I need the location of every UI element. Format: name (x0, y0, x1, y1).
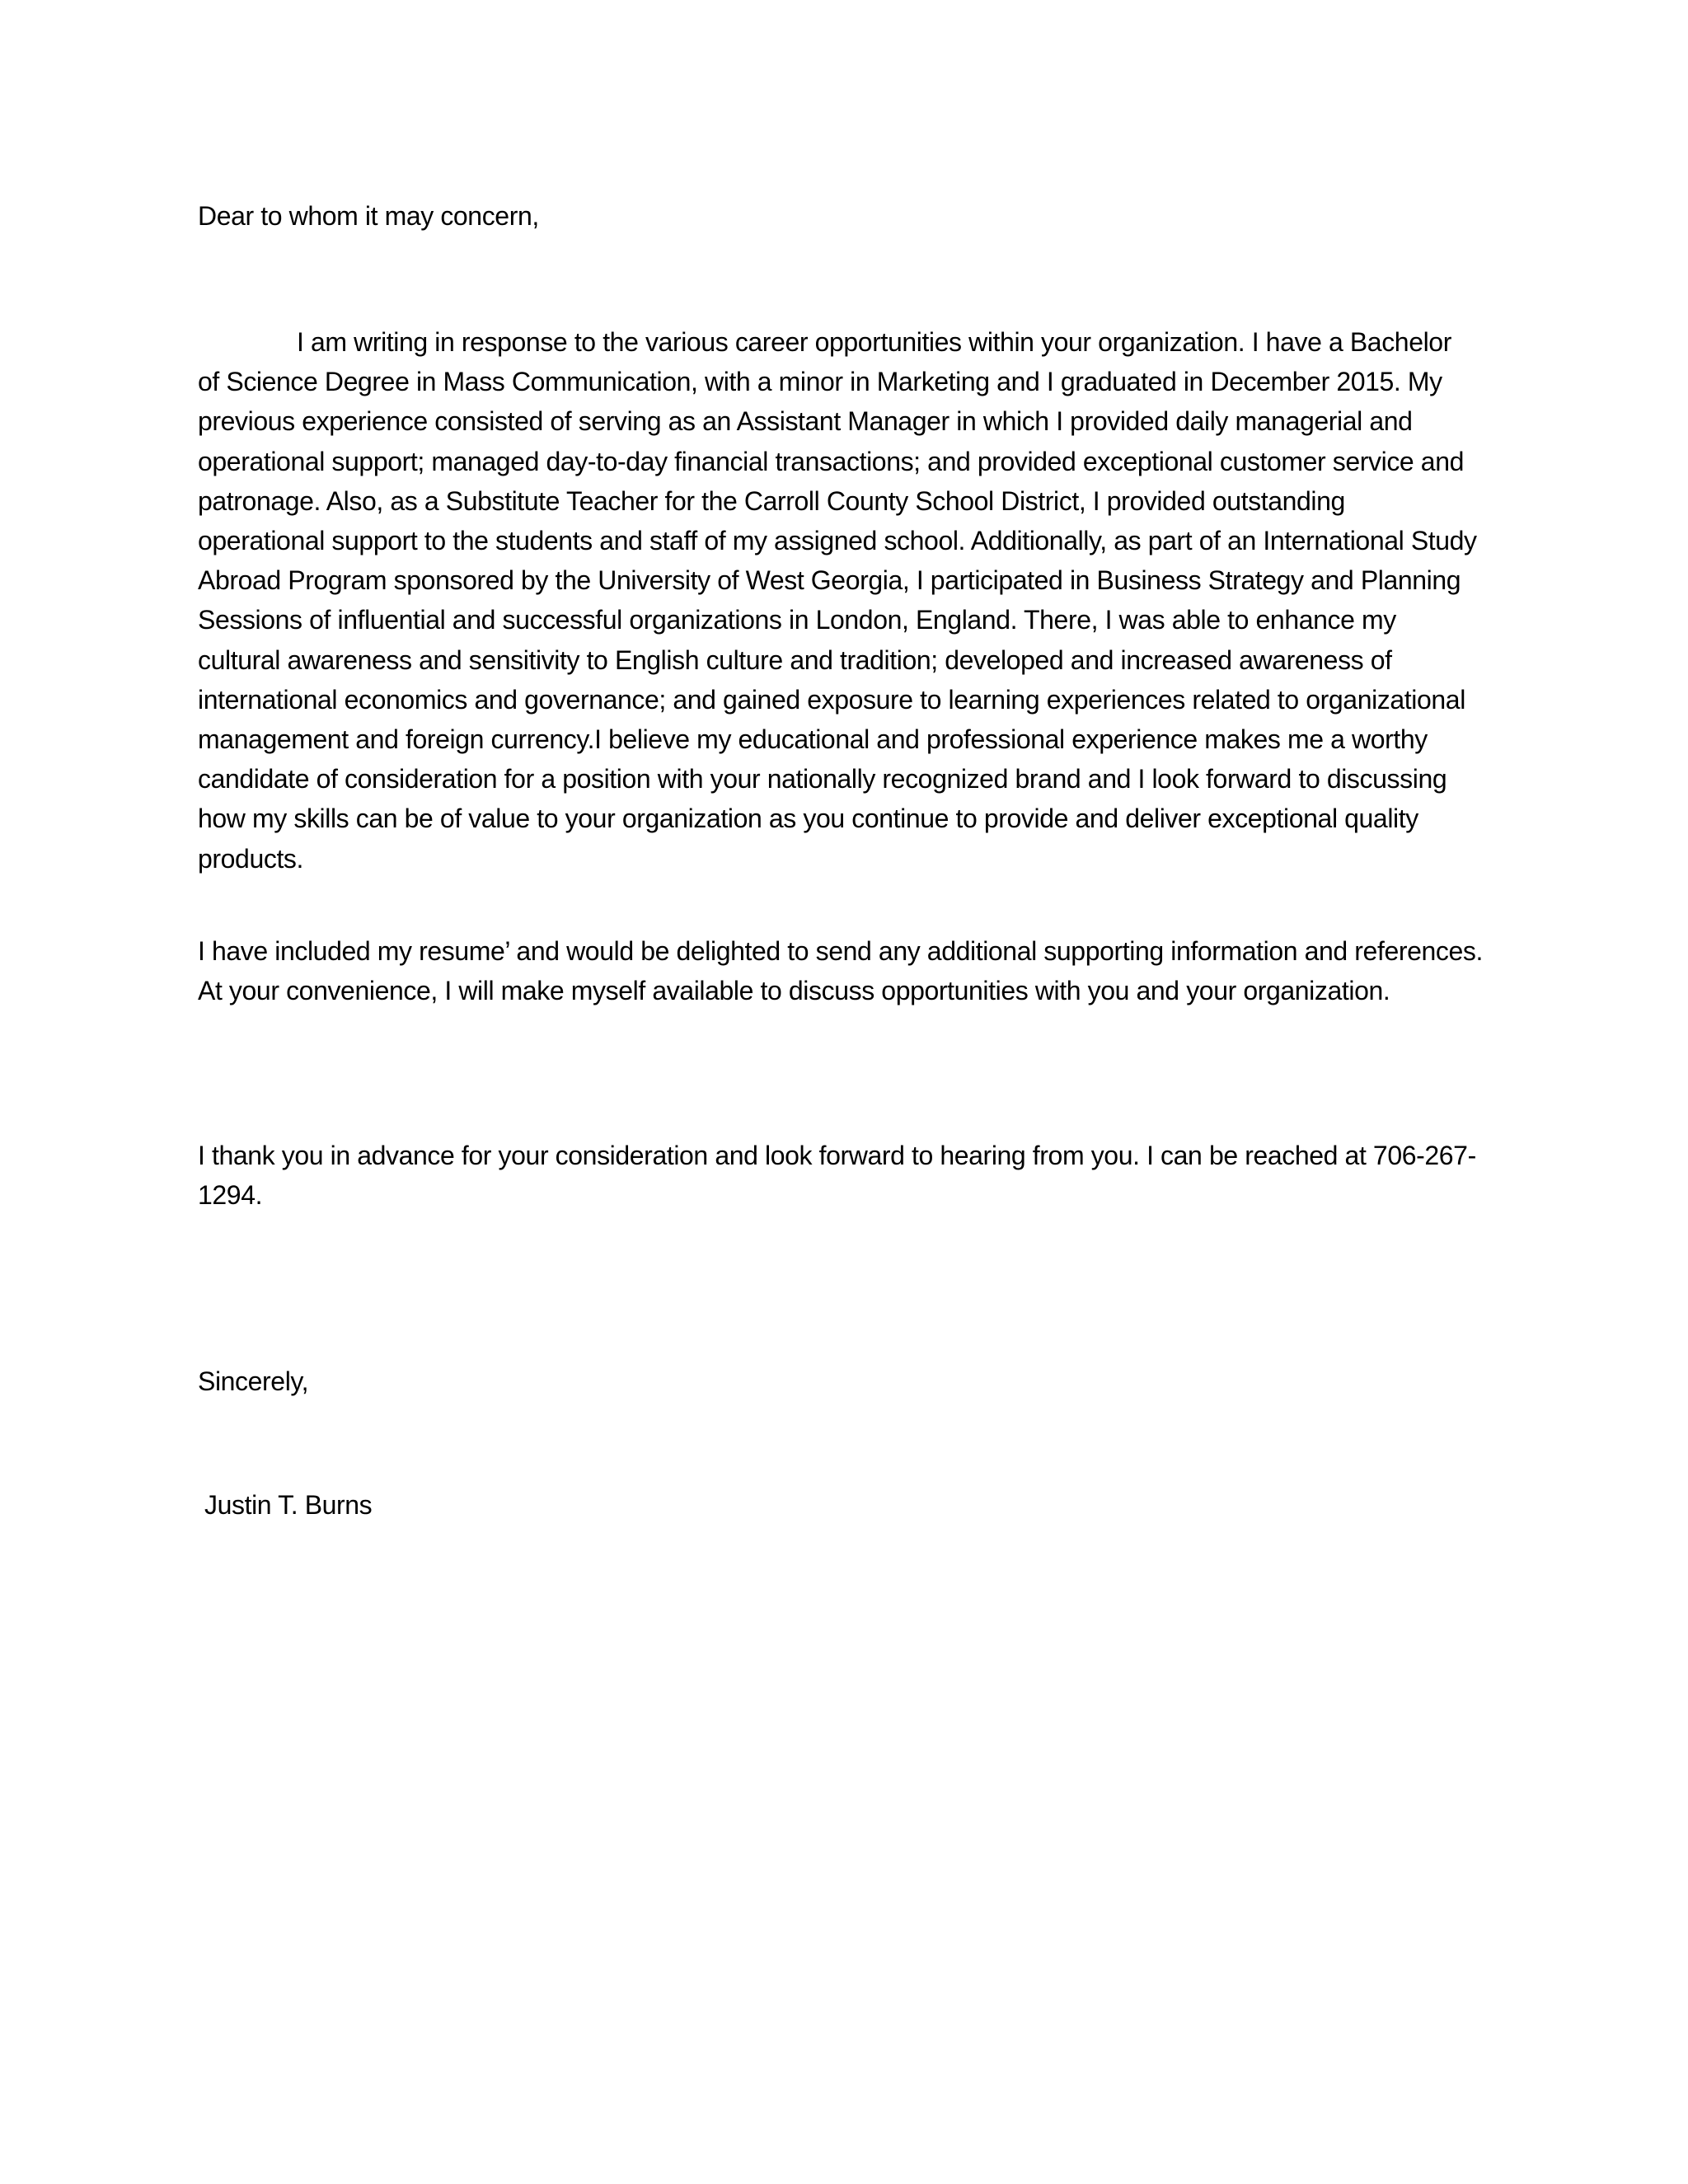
body-paragraph: I am writing in response to the various career opportunities within your organization. I have a Bachelor of Science Degree in Mass Communication, with a minor in Marketing and I graduated in December 2015. My previous experience consisted of serving as an Assistant Manager in which I provided daily managerial and operational support; managed day-to-day financial transactions; and provided exceptional customer service and patronage. Also, as a Substitute Teacher for the Carroll County School District, I provided outstanding operational support to the students and staff of my assigned school. Additionally, as part of an International Study Abroad Program sponsored by the University of West Georgia, I participated in Business Strategy and Planning Sessions of influential and successful organizations in London, England. There, I was able to enhance my cultural awareness and sensitivity to English culture and tradition; developed and increased awareness of international economics and governance; and gained exposure to learning experiences related to organizational management and foreign currency.I believe my educational and professional experience makes me a worthy candidate of consideration for a position with your nationally recognized brand and I look forward to discussing how my skills can be of value to your organization as you continue to provide and deliver exceptional quality products. (198, 327, 1477, 874)
thanks-paragraph: I thank you in advance for your consideration and look forward to hearing from you. I can be reached at 706-267-1294. (198, 1141, 1476, 1210)
salutation: Dear to whom it may concern, (198, 201, 539, 231)
signature-name: Justin T. Burns (204, 1490, 373, 1520)
resume-paragraph: I have included my resume’ and would be delighted to send any additional supporting information and references. At your convenience, I will make myself available to discuss opportunities with you and your organization. (198, 936, 1483, 1005)
closing: Sincerely, (198, 1366, 309, 1396)
